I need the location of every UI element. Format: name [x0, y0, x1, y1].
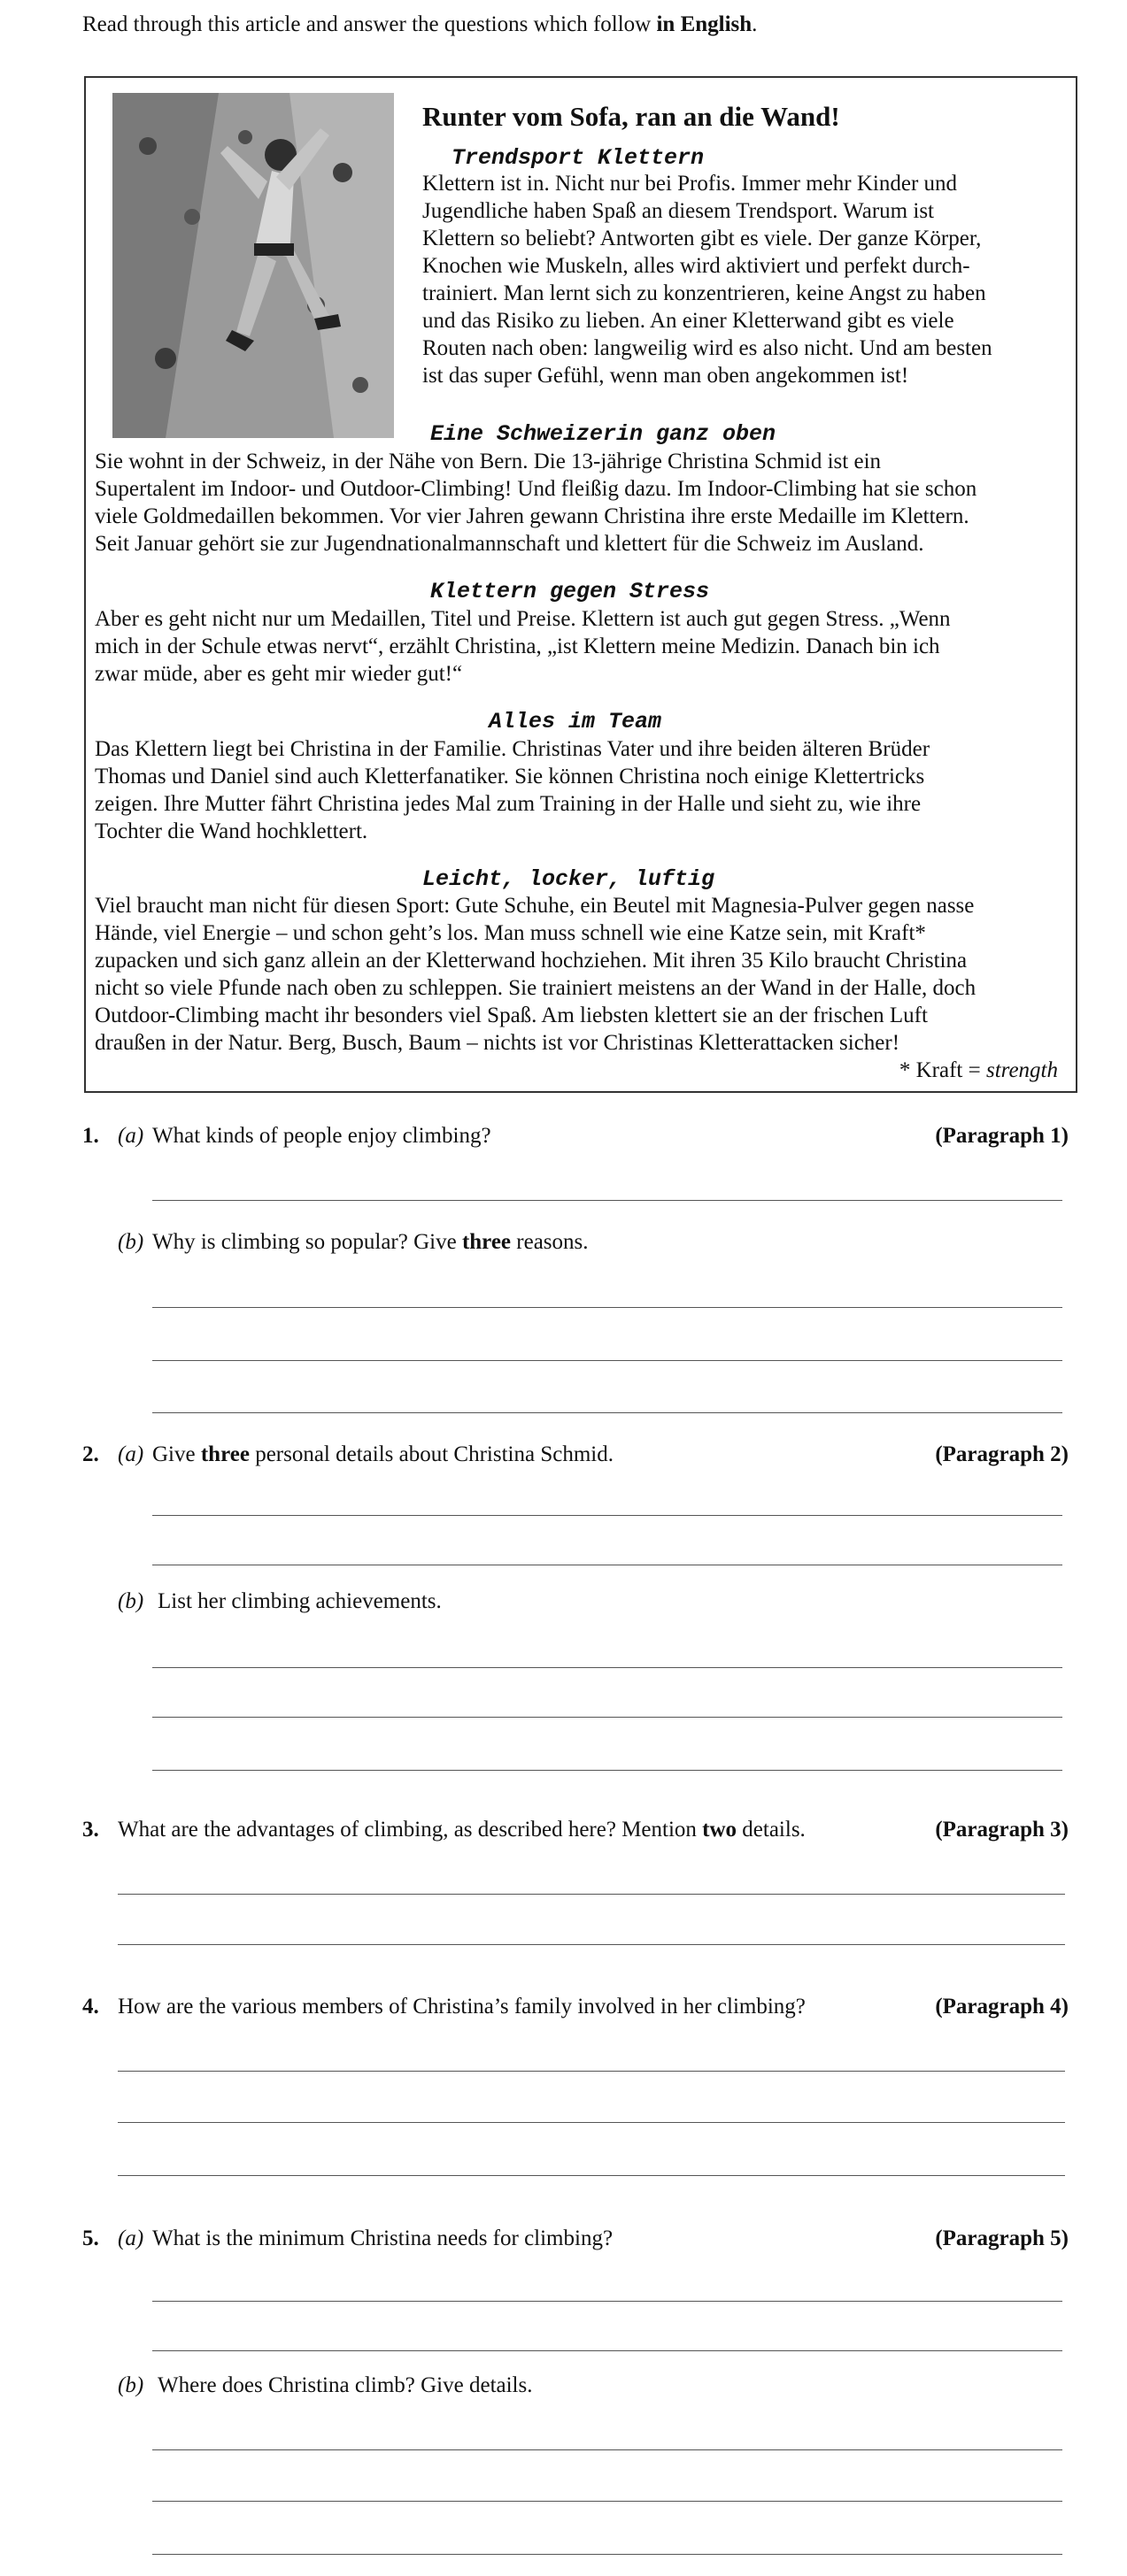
answer-line[interactable] — [152, 2301, 1062, 2302]
climber-illustration — [112, 93, 394, 438]
question-text-part: personal details about Christina Schmid. — [249, 1442, 614, 1466]
question-emphasis: two — [702, 1818, 737, 1842]
paragraph-reference: (Paragraph 5) — [935, 2226, 1069, 2250]
paragraph-line: Klettern so beliebt? Antworten gibt es viele. Der ganze Körper, — [422, 227, 982, 250]
climber-photo — [112, 93, 394, 438]
question-text: What is the minimum Christina needs for climbing? — [152, 2226, 614, 2250]
instructions — [82, 12, 757, 37]
question-number: 5. — [82, 2226, 99, 2250]
answer-line[interactable] — [152, 1360, 1062, 1361]
section-heading-trendsport: Trendsport Klettern — [452, 145, 705, 171]
question-text-part: reasons. — [511, 1230, 589, 1254]
paragraph-4 — [95, 735, 1069, 845]
instructions-emphasis: in English — [656, 12, 753, 36]
question-text-part: details. — [737, 1818, 806, 1842]
answer-line[interactable] — [152, 2554, 1062, 2555]
paragraph-line: Viel braucht man nicht für diesen Sport: Gute Schuhe, ein Beutel mit Magnesia-Pulver gegen nasse — [95, 894, 975, 918]
paragraph-line: und das Risiko zu lieben. An einer Kletterwand gibt es viele — [422, 309, 954, 333]
answer-line[interactable] — [152, 1717, 1062, 1718]
paragraph-line: zupacken und sich ganz allein an der Kletterwand hochziehen. Mit ihren 35 Kilo braucht Christina — [95, 949, 968, 973]
question-text: How are the various members of Christina’s family involved in her climbing? — [118, 1995, 806, 2019]
question-number: 3. — [82, 1818, 99, 1842]
question-part-label: (b) — [118, 1589, 144, 1613]
paragraph-line: Routen nach oben: langweilig wird es also nicht. Und am besten — [422, 336, 992, 360]
instructions-text: Read through this article and answer the questions which follow — [82, 12, 657, 36]
section-heading-schweizerin: Eine Schweizerin ganz oben — [430, 421, 776, 447]
answer-line[interactable] — [152, 2350, 1062, 2351]
section-heading-leicht: Leicht, locker, luftig — [422, 866, 715, 892]
question-text-part: Why is climbing so popular? Give — [152, 1230, 462, 1254]
paragraph-line: Seit Januar gehört sie zur Jugendnationalmannschaft und klettert für die Schweiz im Ausland. — [95, 532, 924, 556]
question-part-label: (b) — [118, 1230, 144, 1254]
paragraph-line: mich in der Schule etwas nervt“, erzählt Christina, „ist Klettern meine Medizin. Danach bin ich — [95, 634, 940, 658]
paragraph-line: Hände, viel Energie – und schon geht’s los. Man muss schnell wie eine Katze sein, mit Kraft* — [95, 921, 926, 945]
answer-line[interactable] — [118, 1894, 1065, 1895]
section-heading-team: Alles im Team — [489, 709, 662, 734]
paragraph-line: trainiert. Man lernt sich zu konzentrieren, keine Angst zu haben — [422, 281, 986, 305]
paragraph-line: Aber es geht nicht nur um Medaillen, Titel und Preise. Klettern ist auch gut gegen Stress. „Wenn — [95, 607, 951, 631]
answer-line[interactable] — [118, 2122, 1065, 2123]
answer-line[interactable] — [152, 1200, 1062, 1201]
question-emphasis: three — [461, 1230, 512, 1254]
question-number: 4. — [82, 1995, 99, 2019]
answer-line[interactable] — [118, 2175, 1065, 2176]
paragraph-reference: (Paragraph 3) — [935, 1818, 1069, 1842]
paragraph-line: nicht so viele Pfunde nach oben zu schleppen. Sie trainiert meistens an der Wand in der Halle, doch — [95, 976, 976, 1000]
paragraph-line: zeigen. Ihre Mutter fährt Christina jedes Mal zum Training in der Halle und sieht zu, wie ihre — [95, 792, 922, 816]
paragraph-line: Outdoor-Climbing macht ihr besonders viel Spaß. Am liebsten klettert sie an der frischen Luft — [95, 1003, 928, 1027]
paragraph-line: Knochen wie Muskeln, alles wird aktiviert und perfekt durch- — [422, 254, 970, 278]
article-box — [84, 76, 1077, 1093]
paragraph-reference: (Paragraph 4) — [935, 1995, 1069, 2019]
question-number: 2. — [82, 1442, 99, 1466]
question-text: What kinds of people enjoy climbing? — [152, 1124, 491, 1148]
paragraph-line: Thomas und Daniel sind auch Kletterfanatiker. Sie können Christina noch einige Klettertricks — [95, 765, 925, 788]
answer-line[interactable] — [118, 1944, 1065, 1945]
paragraph-line: draußen in der Natur. Berg, Busch, Baum – nichts ist vor Christinas Kletterattacken sicher! — [95, 1031, 900, 1055]
answer-line[interactable] — [152, 2449, 1062, 2450]
paragraph-5 — [95, 892, 1069, 1057]
paragraph-line: zwar müde, aber es geht mir wieder gut!“ — [95, 662, 463, 686]
article-title: Runter vom Sofa, ran an die Wand! — [422, 101, 840, 132]
question-number: 1. — [82, 1124, 99, 1148]
paragraph-reference: (Paragraph 2) — [935, 1442, 1069, 1466]
answer-line[interactable] — [152, 2501, 1062, 2502]
question-text — [118, 1818, 806, 1842]
answer-line[interactable] — [152, 1307, 1062, 1308]
paragraph-reference: (Paragraph 1) — [935, 1124, 1069, 1148]
paragraph-line: ist das super Gefühl, wenn man oben angekommen ist! — [422, 364, 909, 388]
paragraph-line: Sie wohnt in der Schweiz, in der Nähe von Bern. Die 13-jährige Christina Schmid ist ein — [95, 450, 882, 473]
answer-line[interactable] — [152, 1667, 1062, 1668]
footnote — [899, 1058, 1058, 1083]
question-part-label: (a) — [118, 1442, 144, 1466]
question-text-part: Give — [152, 1442, 201, 1466]
instructions-end: . — [752, 12, 758, 36]
answer-line[interactable] — [118, 2071, 1065, 2072]
paragraph-line: viele Goldmedaillen bekommen. Vor vier Jahren gewann Christina ihre erste Medaille im Klettern. — [95, 504, 969, 528]
question-text: List her climbing achievements. — [158, 1589, 442, 1613]
paragraph-line: Supertalent im Indoor- und Outdoor-Climbing! Und fleißig dazu. Im Indoor-Climbing hat sie schon — [95, 477, 977, 501]
paragraph-3 — [95, 605, 1069, 688]
paragraph-line: Tochter die Wand hochklettert. — [95, 819, 368, 843]
question-text: Where does Christina climb? Give details. — [158, 2373, 533, 2397]
paragraph-line: Das Klettern liegt bei Christina in der Familie. Christinas Vater und ihre beiden älteren Brüder — [95, 737, 930, 761]
question-text — [152, 1442, 614, 1467]
answer-line[interactable] — [152, 1412, 1062, 1413]
question-text — [152, 1230, 589, 1255]
question-part-label: (a) — [118, 1124, 144, 1148]
section-heading-stress: Klettern gegen Stress — [430, 579, 710, 604]
paragraph-2 — [95, 448, 1069, 557]
paragraph-line: Klettern ist in. Nicht nur bei Profis. Immer mehr Kinder und — [422, 172, 958, 196]
footnote-translation: strength — [985, 1058, 1058, 1082]
answer-line[interactable] — [152, 1515, 1062, 1516]
paragraph-line: Jugendliche haben Spaß an diesem Trendsport. Warum ist — [422, 199, 935, 223]
question-part-label: (a) — [118, 2226, 144, 2250]
question-part-label: (b) — [118, 2373, 144, 2397]
question-text-part: What are the advantages of climbing, as described here? Mention — [118, 1818, 703, 1842]
paragraph-1 — [422, 170, 1061, 389]
answer-line[interactable] — [152, 1770, 1062, 1771]
footnote-text: * Kraft = — [899, 1058, 986, 1082]
question-emphasis: three — [200, 1442, 250, 1466]
